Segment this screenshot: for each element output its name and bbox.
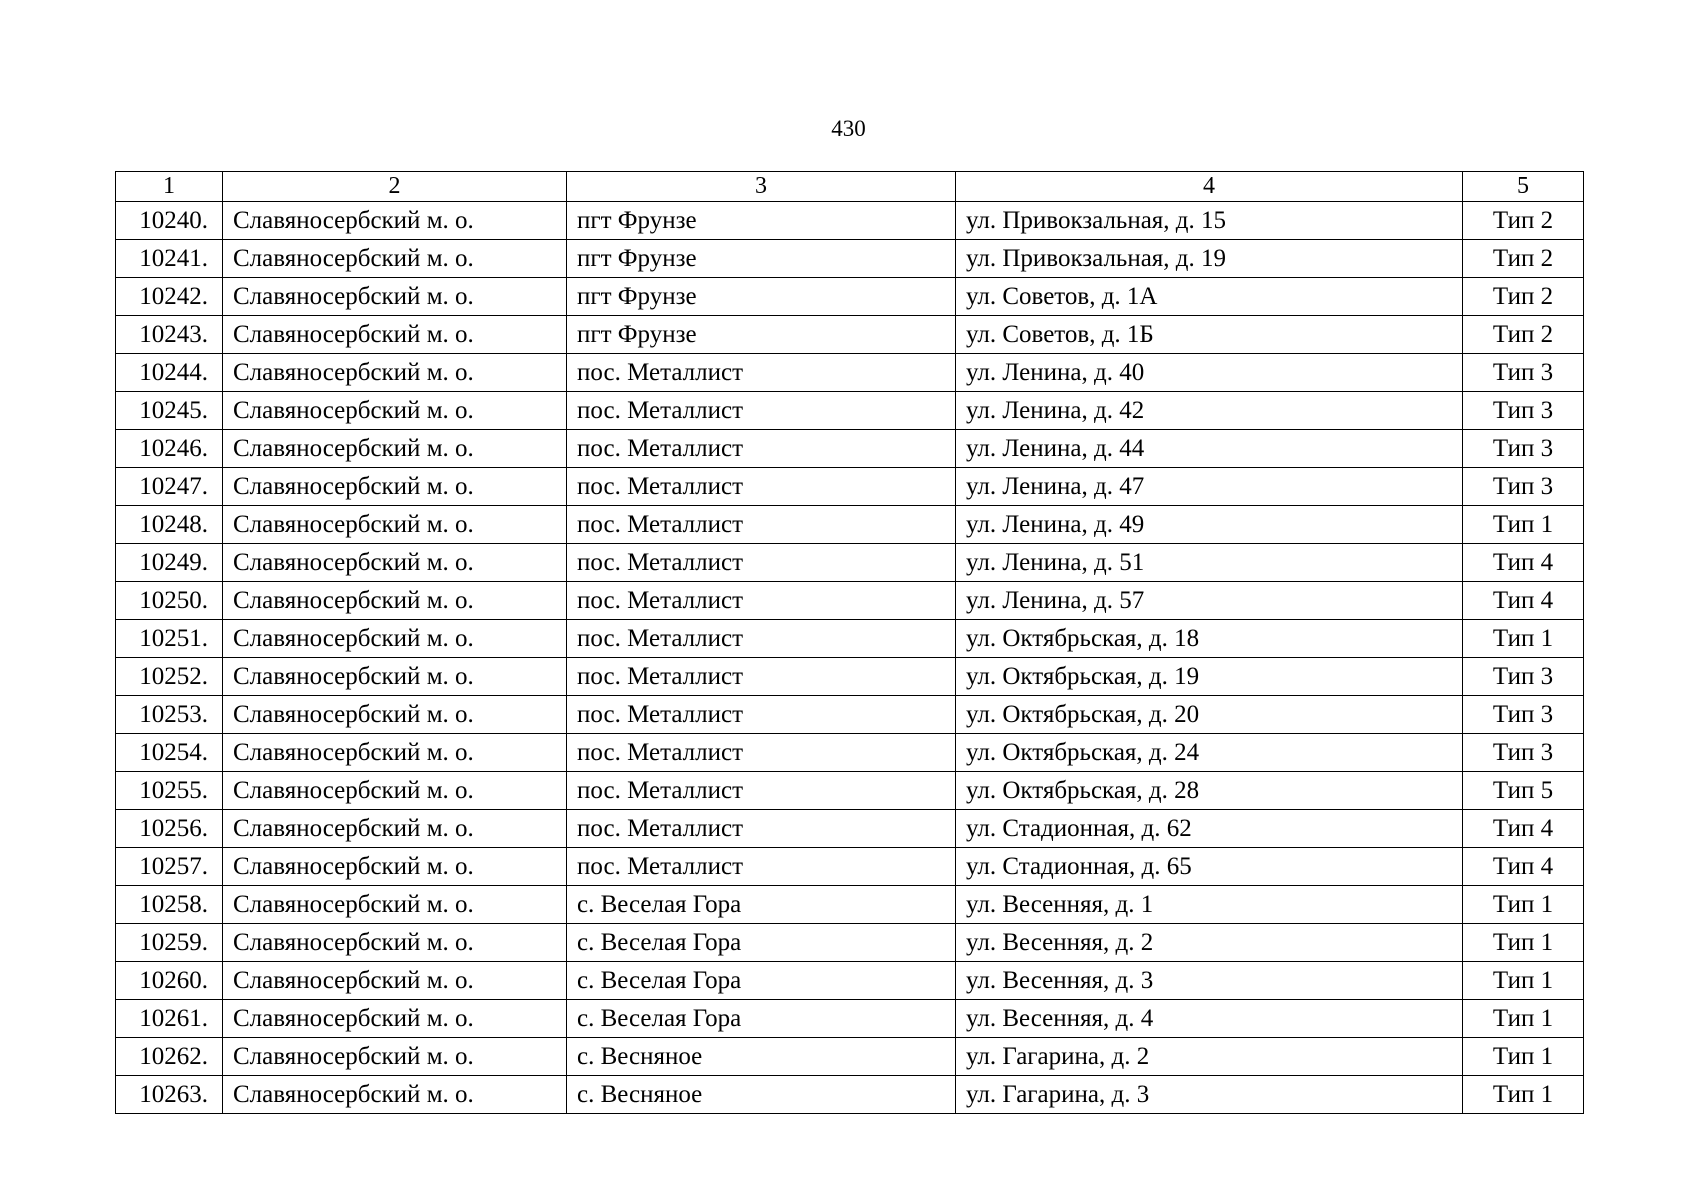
table-row <box>116 278 1584 316</box>
settlement-cell: с. Веселая Гора <box>567 1000 956 1038</box>
address-cell: ул. Октябрьская, д. 19 <box>956 658 1463 696</box>
type-cell: Тип 1 <box>1463 1038 1584 1076</box>
type-cell: Тип 3 <box>1463 354 1584 392</box>
type-cell: Тип 3 <box>1463 658 1584 696</box>
row-number-cell: 10254. <box>116 734 223 772</box>
table-row <box>116 1038 1584 1076</box>
district-cell: Славяносербский м. о. <box>223 1038 567 1076</box>
type-cell: Тип 2 <box>1463 278 1584 316</box>
district-cell: Славяносербский м. о. <box>223 658 567 696</box>
table-row <box>116 734 1584 772</box>
type-cell: Тип 3 <box>1463 392 1584 430</box>
table-row <box>116 240 1584 278</box>
row-number-cell: 10257. <box>116 848 223 886</box>
type-cell: Тип 3 <box>1463 468 1584 506</box>
settlement-cell: с. Весняное <box>567 1038 956 1076</box>
table-row <box>116 354 1584 392</box>
table-row <box>116 430 1584 468</box>
type-cell: Тип 3 <box>1463 430 1584 468</box>
table-row <box>116 1000 1584 1038</box>
row-number-cell: 10241. <box>116 240 223 278</box>
row-number-cell: 10255. <box>116 772 223 810</box>
table-row <box>116 658 1584 696</box>
district-cell: Славяносербский м. о. <box>223 430 567 468</box>
address-cell: ул. Ленина, д. 51 <box>956 544 1463 582</box>
district-cell: Славяносербский м. о. <box>223 468 567 506</box>
address-cell: ул. Ленина, д. 40 <box>956 354 1463 392</box>
address-cell: ул. Стадионная, д. 65 <box>956 848 1463 886</box>
table-header <box>116 172 1584 202</box>
settlement-cell: пос. Металлист <box>567 506 956 544</box>
district-cell: Славяносербский м. о. <box>223 582 567 620</box>
district-cell: Славяносербский м. о. <box>223 354 567 392</box>
district-cell: Славяносербский м. о. <box>223 696 567 734</box>
address-cell: ул. Октябрьская, д. 28 <box>956 772 1463 810</box>
address-cell: ул. Гагарина, д. 2 <box>956 1038 1463 1076</box>
settlement-cell: пос. Металлист <box>567 734 956 772</box>
header-col-2: 2 <box>223 172 567 202</box>
row-number-cell: 10256. <box>116 810 223 848</box>
row-number-cell: 10251. <box>116 620 223 658</box>
address-cell: ул. Октябрьская, д. 18 <box>956 620 1463 658</box>
address-cell: ул. Весенняя, д. 2 <box>956 924 1463 962</box>
settlement-cell: пос. Металлист <box>567 620 956 658</box>
row-number-cell: 10244. <box>116 354 223 392</box>
settlement-cell: с. Весняное <box>567 1076 956 1114</box>
district-cell: Славяносербский м. о. <box>223 202 567 240</box>
type-cell: Тип 1 <box>1463 506 1584 544</box>
address-cell: ул. Ленина, д. 44 <box>956 430 1463 468</box>
address-cell: ул. Весенняя, д. 1 <box>956 886 1463 924</box>
address-cell: ул. Ленина, д. 57 <box>956 582 1463 620</box>
settlement-cell: пос. Металлист <box>567 430 956 468</box>
district-cell: Славяносербский м. о. <box>223 734 567 772</box>
settlement-cell: пгт Фрунзе <box>567 316 956 354</box>
type-cell: Тип 1 <box>1463 886 1584 924</box>
header-col-3: 3 <box>567 172 956 202</box>
settlement-cell: пос. Металлист <box>567 544 956 582</box>
row-number-cell: 10253. <box>116 696 223 734</box>
row-number-cell: 10263. <box>116 1076 223 1114</box>
table-row <box>116 620 1584 658</box>
page-number: 430 <box>831 116 866 141</box>
type-cell: Тип 4 <box>1463 848 1584 886</box>
type-cell: Тип 2 <box>1463 240 1584 278</box>
type-cell: Тип 1 <box>1463 962 1584 1000</box>
settlement-cell: пос. Металлист <box>567 772 956 810</box>
type-cell: Тип 2 <box>1463 316 1584 354</box>
district-cell: Славяносербский м. о. <box>223 278 567 316</box>
row-number-cell: 10260. <box>116 962 223 1000</box>
district-cell: Славяносербский м. о. <box>223 1076 567 1114</box>
district-cell: Славяносербский м. о. <box>223 886 567 924</box>
table-row <box>116 810 1584 848</box>
row-number-cell: 10246. <box>116 430 223 468</box>
row-number-cell: 10250. <box>116 582 223 620</box>
table-row <box>116 582 1584 620</box>
type-cell: Тип 1 <box>1463 620 1584 658</box>
address-cell: ул. Привокзальная, д. 19 <box>956 240 1463 278</box>
row-number-cell: 10252. <box>116 658 223 696</box>
row-number-cell: 10240. <box>116 202 223 240</box>
settlement-cell: пгт Фрунзе <box>567 240 956 278</box>
address-cell: ул. Советов, д. 1Б <box>956 316 1463 354</box>
address-cell: ул. Ленина, д. 47 <box>956 468 1463 506</box>
table-row <box>116 1076 1584 1114</box>
type-cell: Тип 4 <box>1463 810 1584 848</box>
address-cell: ул. Октябрьская, д. 24 <box>956 734 1463 772</box>
row-number-cell: 10243. <box>116 316 223 354</box>
settlement-cell: пгт Фрунзе <box>567 202 956 240</box>
district-cell: Славяносербский м. о. <box>223 544 567 582</box>
row-number-cell: 10242. <box>116 278 223 316</box>
row-number-cell: 10261. <box>116 1000 223 1038</box>
district-cell: Славяносербский м. о. <box>223 1000 567 1038</box>
type-cell: Тип 1 <box>1463 1000 1584 1038</box>
settlement-cell: с. Веселая Гора <box>567 962 956 1000</box>
district-cell: Славяносербский м. о. <box>223 848 567 886</box>
row-number-cell: 10259. <box>116 924 223 962</box>
settlement-cell: с. Веселая Гора <box>567 886 956 924</box>
table-row <box>116 506 1584 544</box>
table-row <box>116 544 1584 582</box>
settlement-cell: пос. Металлист <box>567 582 956 620</box>
row-number-cell: 10248. <box>116 506 223 544</box>
type-cell: Тип 2 <box>1463 202 1584 240</box>
address-cell: ул. Стадионная, д. 62 <box>956 810 1463 848</box>
settlement-cell: пос. Металлист <box>567 848 956 886</box>
settlement-cell: пгт Фрунзе <box>567 278 956 316</box>
table-row <box>116 886 1584 924</box>
type-cell: Тип 4 <box>1463 544 1584 582</box>
settlement-cell: пос. Металлист <box>567 658 956 696</box>
table-body <box>116 202 1584 1114</box>
header-col-1: 1 <box>116 172 223 202</box>
type-cell: Тип 5 <box>1463 772 1584 810</box>
district-cell: Славяносербский м. о. <box>223 506 567 544</box>
table-row <box>116 772 1584 810</box>
row-number-cell: 10249. <box>116 544 223 582</box>
type-cell: Тип 3 <box>1463 734 1584 772</box>
table-row <box>116 962 1584 1000</box>
district-cell: Славяносербский м. о. <box>223 620 567 658</box>
address-cell: ул. Привокзальная, д. 15 <box>956 202 1463 240</box>
table-row <box>116 468 1584 506</box>
address-cell: ул. Весенняя, д. 3 <box>956 962 1463 1000</box>
type-cell: Тип 1 <box>1463 924 1584 962</box>
type-cell: Тип 3 <box>1463 696 1584 734</box>
table-row <box>116 392 1584 430</box>
table-row <box>116 848 1584 886</box>
row-number-cell: 10262. <box>116 1038 223 1076</box>
table-row <box>116 696 1584 734</box>
district-cell: Славяносербский м. о. <box>223 772 567 810</box>
address-cell: ул. Советов, д. 1А <box>956 278 1463 316</box>
address-cell: ул. Ленина, д. 42 <box>956 392 1463 430</box>
settlement-cell: с. Веселая Гора <box>567 924 956 962</box>
row-number-cell: 10245. <box>116 392 223 430</box>
header-row <box>116 172 1584 202</box>
type-cell: Тип 1 <box>1463 1076 1584 1114</box>
district-cell: Славяносербский м. о. <box>223 810 567 848</box>
district-cell: Славяносербский м. о. <box>223 962 567 1000</box>
table-row <box>116 316 1584 354</box>
header-col-4: 4 <box>956 172 1463 202</box>
settlement-cell: пос. Металлист <box>567 468 956 506</box>
row-number-cell: 10247. <box>116 468 223 506</box>
row-number-cell: 10258. <box>116 886 223 924</box>
address-cell: ул. Ленина, д. 49 <box>956 506 1463 544</box>
settlement-cell: пос. Металлист <box>567 810 956 848</box>
district-cell: Славяносербский м. о. <box>223 924 567 962</box>
address-cell: ул. Октябрьская, д. 20 <box>956 696 1463 734</box>
settlement-cell: пос. Металлист <box>567 392 956 430</box>
settlement-cell: пос. Металлист <box>567 354 956 392</box>
table-row <box>116 202 1584 240</box>
address-cell: ул. Гагарина, д. 3 <box>956 1076 1463 1114</box>
table-row <box>116 924 1584 962</box>
address-table <box>115 171 1584 1114</box>
type-cell: Тип 4 <box>1463 582 1584 620</box>
district-cell: Славяносербский м. о. <box>223 316 567 354</box>
settlement-cell: пос. Металлист <box>567 696 956 734</box>
header-col-5: 5 <box>1463 172 1584 202</box>
district-cell: Славяносербский м. о. <box>223 392 567 430</box>
district-cell: Славяносербский м. о. <box>223 240 567 278</box>
address-cell: ул. Весенняя, д. 4 <box>956 1000 1463 1038</box>
